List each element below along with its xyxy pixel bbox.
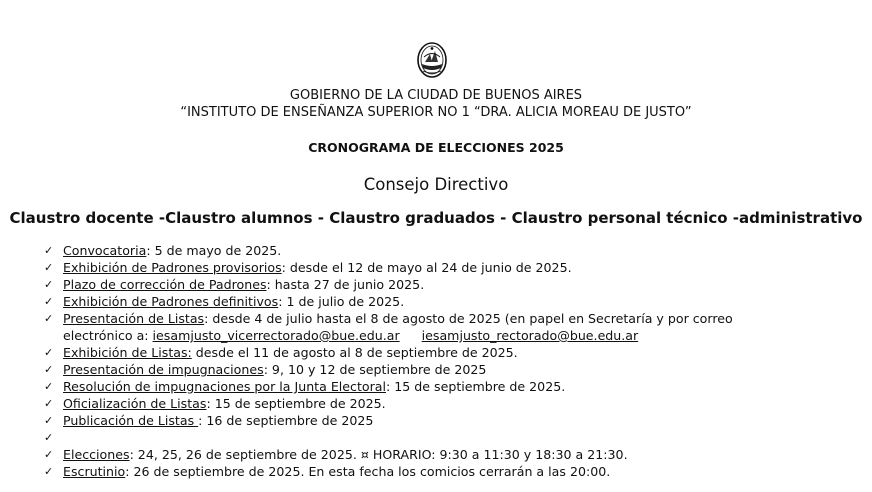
checkmark-icon: ✓ bbox=[44, 448, 54, 461]
city-seal-icon bbox=[417, 42, 447, 78]
list-item-presentacion-impugnaciones bbox=[44, 361, 844, 378]
item-label: Exhibición de Padrones definitivos bbox=[63, 294, 279, 309]
continuation-prefix: electrónico a: bbox=[63, 328, 153, 343]
item-label: Plazo de corrección de Padrones bbox=[63, 277, 267, 292]
list-item-exhibicion-listas bbox=[44, 344, 844, 361]
claustros-heading: Claustro docente -Claustro alumnos - Claustro graduados - Claustro personal técnico -administrativo bbox=[9, 209, 863, 227]
item-text: : 9, 10 y 12 de septiembre de 2025 bbox=[263, 362, 487, 377]
list-item-escrutinio bbox=[44, 463, 844, 480]
item-text: : 15 de septiembre de 2025. bbox=[206, 396, 386, 411]
item-text: : 26 de septiembre de 2025. En esta fecha los comicios cerrarán a las 20:00. bbox=[125, 464, 611, 479]
header-institute: “INSTITUTO DE ENSEÑANZA SUPERIOR NO 1 “DRA. ALICIA MOREAU DE JUSTO” bbox=[180, 105, 692, 120]
list-item-presentacion-listas bbox=[44, 310, 844, 327]
item-text: : hasta 27 de junio 2025. bbox=[266, 277, 425, 292]
item-text: : 5 de mayo de 2025. bbox=[146, 243, 282, 258]
list-item-publicacion-listas bbox=[44, 412, 844, 429]
item-label: Oficialización de Listas bbox=[63, 396, 207, 411]
list-item-padrones-definitivos bbox=[44, 293, 844, 310]
list-item-empty bbox=[44, 429, 844, 446]
item-label: Elecciones bbox=[63, 447, 130, 462]
checkmark-icon: ✓ bbox=[44, 295, 54, 308]
schedule-list bbox=[44, 242, 844, 480]
list-item-oficializacion-listas bbox=[44, 395, 844, 412]
item-label: Convocatoria bbox=[63, 243, 147, 258]
list-item-correccion-padrones bbox=[44, 276, 844, 293]
item-text: : desde 4 de julio hasta el 8 de agosto de 2025 (en papel en Secretaría y por correo bbox=[204, 311, 733, 326]
checkmark-icon: ✓ bbox=[44, 278, 54, 291]
item-text: : 15 de septiembre de 2025. bbox=[386, 379, 566, 394]
item-text: : 1 de julio de 2025. bbox=[278, 294, 405, 309]
item-text: : desde el 12 de mayo al 24 de junio de 2025. bbox=[281, 260, 572, 275]
checkmark-icon: ✓ bbox=[44, 363, 54, 376]
header-government: GOBIERNO DE LA CIUDAD DE BUENOS AIRES bbox=[289, 88, 583, 103]
item-label: Publicación de Listas bbox=[63, 413, 199, 428]
email-link-rectorado[interactable]: iesamjusto_rectorado@bue.edu.ar bbox=[421, 328, 639, 343]
checkmark-icon: ✓ bbox=[44, 244, 54, 257]
checkmark-icon: ✓ bbox=[44, 380, 54, 393]
list-item-resolucion-impugnaciones bbox=[44, 378, 844, 395]
item-label: Escrutinio bbox=[63, 464, 126, 479]
checkmark-icon: ✓ bbox=[44, 312, 54, 325]
item-label: Presentación de impugnaciones bbox=[63, 362, 264, 377]
item-label: Exhibición de Padrones provisorios bbox=[63, 260, 282, 275]
checkmark-icon: ✓ bbox=[44, 465, 54, 478]
list-item-continuation bbox=[44, 327, 844, 344]
item-text: : 24, 25, 26 de septiembre de 2025. ¤ HORARIO: 9:30 a 11:30 y 18:30 a 21:30. bbox=[129, 447, 628, 462]
item-text: desde el 11 de agosto al 8 de septiembre de 2025. bbox=[191, 345, 518, 360]
document-title: CRONOGRAMA DE ELECCIONES 2025 bbox=[308, 140, 564, 155]
checkmark-icon: ✓ bbox=[44, 414, 54, 427]
email-link-vicerrectorado[interactable]: iesamjusto_vicerrectorado@bue.edu.ar bbox=[152, 328, 400, 343]
list-item-elecciones bbox=[44, 446, 844, 463]
list-item-padrones-provisorios bbox=[44, 259, 844, 276]
checkmark-icon: ✓ bbox=[44, 261, 54, 274]
item-label: Presentación de Listas bbox=[63, 311, 205, 326]
list-item-convocatoria bbox=[44, 242, 844, 259]
checkmark-icon: ✓ bbox=[44, 431, 54, 444]
item-text: : 16 de septiembre de 2025 bbox=[198, 413, 374, 428]
item-label: Resolución de impugnaciones por la Junta Electoral bbox=[63, 379, 386, 394]
item-label: Exhibición de Listas: bbox=[63, 345, 192, 360]
checkmark-icon: ✓ bbox=[44, 346, 54, 359]
section-title: Consejo Directivo bbox=[363, 175, 509, 194]
checkmark-icon: ✓ bbox=[44, 397, 54, 410]
